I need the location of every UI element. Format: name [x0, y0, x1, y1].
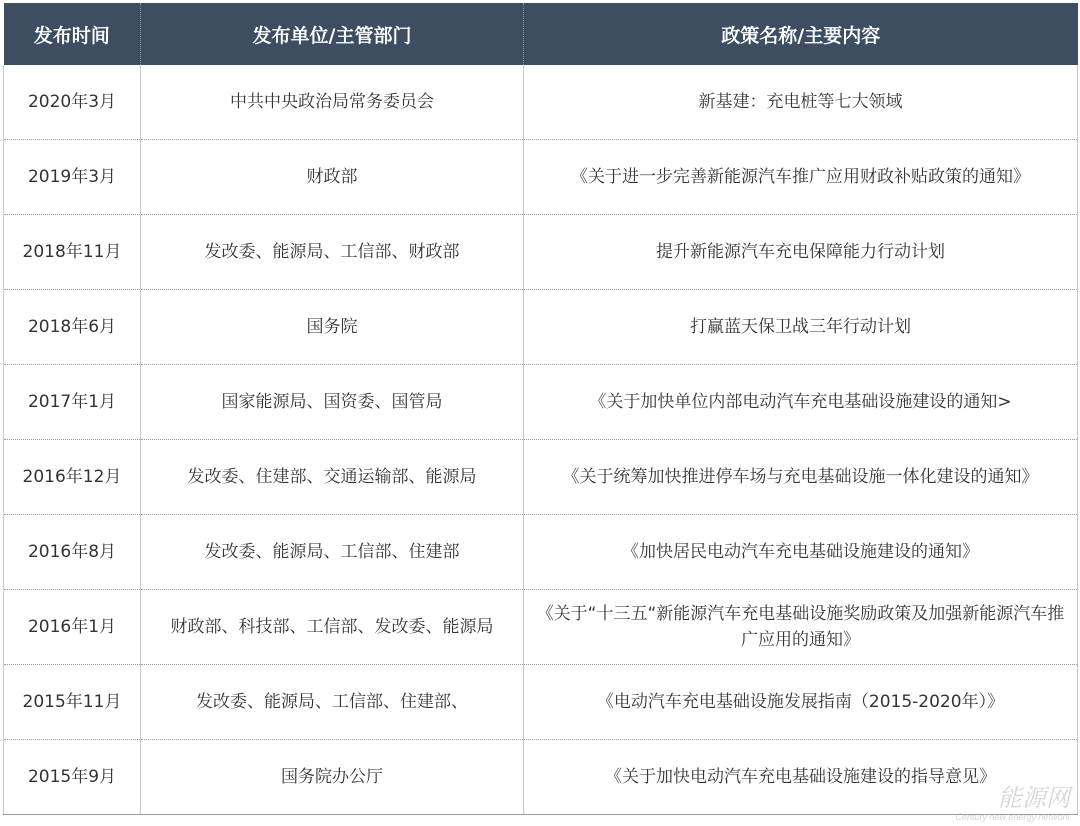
header-row [4, 3, 1078, 65]
cell-department: 国家能源局、国资委、国管局 [141, 365, 524, 440]
cell-policy: 《电动汽车充电基础设施发展指南（2015-2020年）》 [524, 665, 1078, 740]
table-row [4, 365, 1078, 440]
watermark-text: 能源网 [998, 784, 1070, 812]
cell-policy: 提升新能源汽车充电保障能力行动计划 [524, 215, 1078, 290]
policy-table [3, 3, 1078, 815]
header-department: 发布单位/主管部门 [141, 3, 524, 65]
cell-date: 2016年8月 [4, 515, 141, 590]
cell-department: 发改委、能源局、工信部、住建部 [141, 515, 524, 590]
table-row [4, 665, 1078, 740]
cell-policy: 打赢蓝天保卫战三年行动计划 [524, 290, 1078, 365]
cell-policy: 《关于“十三五“新能源汽车充电基础设施奖励政策及加强新能源汽车推广应用的通知》 [524, 590, 1078, 665]
cell-department: 财政部 [141, 140, 524, 215]
cell-date: 2018年11月 [4, 215, 141, 290]
cell-department: 发改委、能源局、工信部、财政部 [141, 215, 524, 290]
table-row [4, 290, 1078, 365]
cell-date: 2015年9月 [4, 740, 141, 815]
cell-date: 2019年3月 [4, 140, 141, 215]
cell-department: 国务院办公厅 [141, 740, 524, 815]
cell-date: 2016年12月 [4, 440, 141, 515]
table-row [4, 65, 1078, 140]
watermark-subtext: Century new energy network [955, 812, 1070, 822]
cell-date: 2020年3月 [4, 65, 141, 140]
cell-policy: 《关于加快单位内部电动汽车充电基础设施建设的通知> [524, 365, 1078, 440]
cell-policy: 《关于进一步完善新能源汽车推广应用财政补贴政策的通知》 [524, 140, 1078, 215]
cell-department: 财政部、科技部、工信部、发改委、能源局 [141, 590, 524, 665]
table-row [4, 590, 1078, 665]
table-row [4, 140, 1078, 215]
cell-date: 2016年1月 [4, 590, 141, 665]
header-date: 发布时间 [4, 3, 141, 65]
cell-date: 2015年11月 [4, 665, 141, 740]
cell-policy: 《关于统筹加快推进停车场与充电基础设施一体化建设的通知》 [524, 440, 1078, 515]
header-policy: 政策名称/主要内容 [524, 3, 1078, 65]
cell-department: 中共中央政治局常务委员会 [141, 65, 524, 140]
cell-date: 2018年6月 [4, 290, 141, 365]
cell-policy: 新基建：充电桩等七大领域 [524, 65, 1078, 140]
cell-department: 国务院 [141, 290, 524, 365]
table-row [4, 515, 1078, 590]
table-row [4, 215, 1078, 290]
cell-department: 发改委、住建部、交通运输部、能源局 [141, 440, 524, 515]
cell-policy: 《加快居民电动汽车充电基础设施建设的通知》 [524, 515, 1078, 590]
table-row [4, 440, 1078, 515]
cell-date: 2017年1月 [4, 365, 141, 440]
cell-department: 发改委、能源局、工信部、住建部、 [141, 665, 524, 740]
watermark-logo [870, 778, 1070, 822]
cell-policy: 《关于加快电动汽车充电基础设施建设的指导意见》 [524, 740, 1078, 815]
